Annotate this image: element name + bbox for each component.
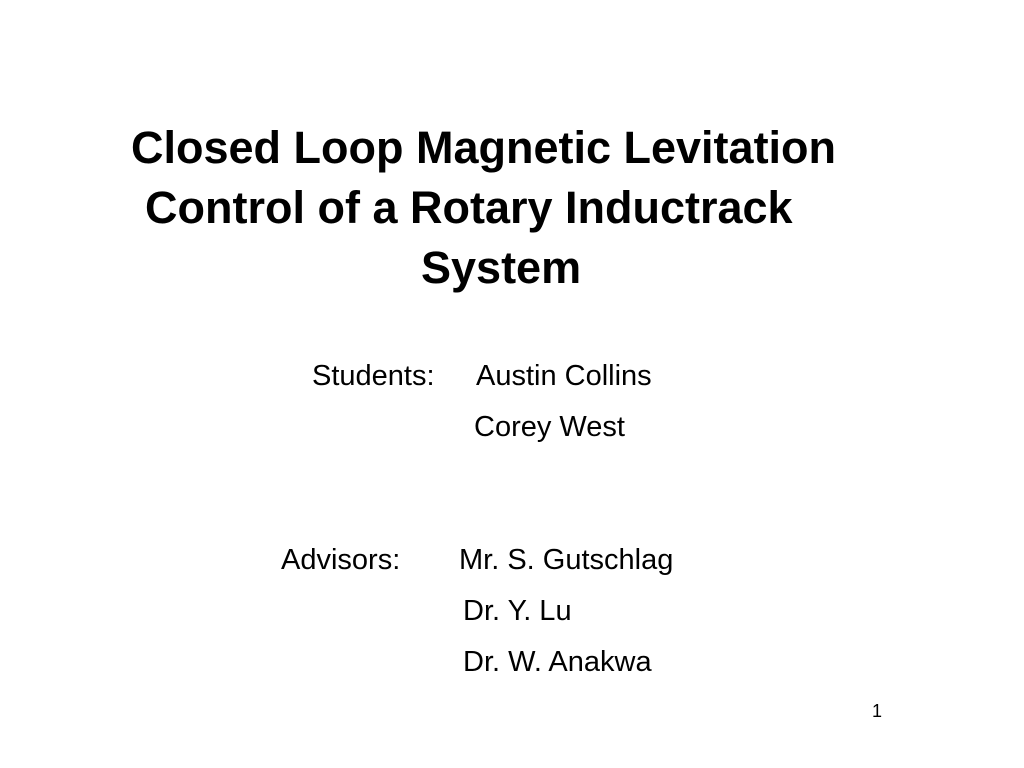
- advisor-name: Dr. Y. Lu: [463, 595, 572, 627]
- page-number: 1: [872, 701, 883, 721]
- title-line-2: Control of a Rotary Inductrack: [145, 182, 793, 233]
- advisor-name: Mr. S. Gutschlag: [459, 544, 674, 576]
- student-name: Corey West: [474, 411, 625, 443]
- advisor-name: Dr. W. Anakwa: [463, 646, 652, 678]
- students-label: Students:: [312, 360, 435, 392]
- title-line-1: Closed Loop Magnetic Levitation: [131, 122, 837, 173]
- title-line-3: System: [421, 242, 582, 293]
- student-name: Austin Collins: [476, 360, 652, 392]
- advisors-label: Advisors:: [281, 544, 401, 576]
